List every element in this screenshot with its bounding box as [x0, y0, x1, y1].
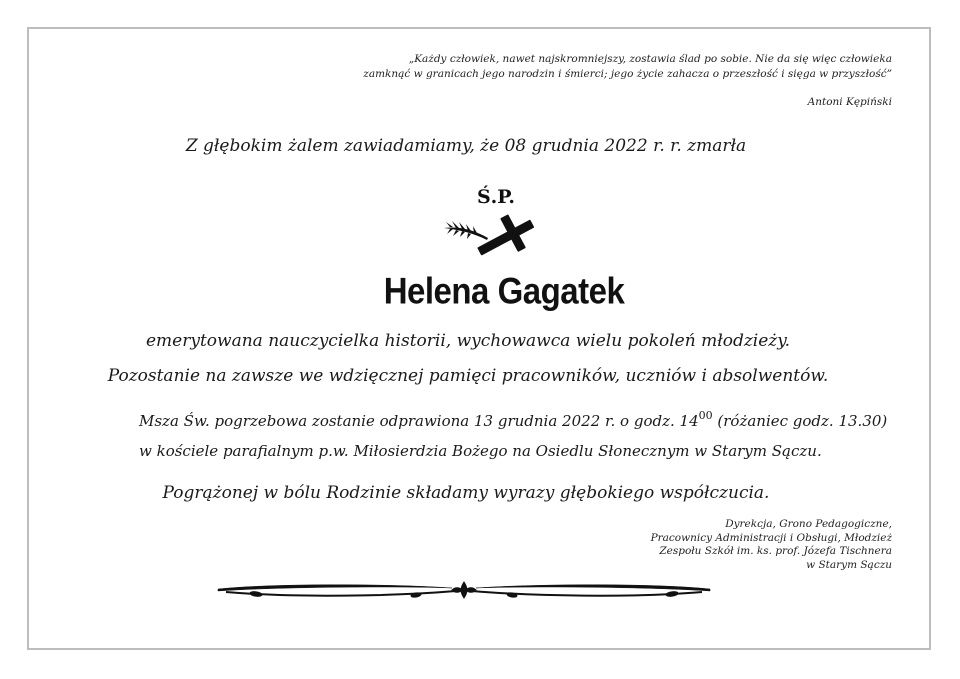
condolences-text: Pogrążonej w bólu Rodzinie składamy wyrazy głębokiego współczucia.	[162, 483, 770, 503]
signature-line-4: w Starym Sączu	[806, 558, 892, 571]
mass-text-before: Msza Św. pogrzebowa zostanie odprawiona 13 grudnia 2022 r. o godz. 14	[139, 412, 699, 430]
quote-author: Antoni Kępiński	[807, 96, 892, 108]
cross-with-palm-branch-icon	[440, 214, 540, 262]
mass-line-2: w kościele parafialnym p.w. Miłosierdzia Bożego na Osiedlu Słonecznym w Starym Sączu.	[139, 442, 822, 460]
mass-time-superscript: 00	[698, 409, 713, 422]
description-line-1: emerytowana nauczycielka historii, wychowawca wielu pokoleń młodzieży.	[145, 331, 791, 351]
mass-line-1	[139, 409, 888, 430]
signature-line-3: Zespołu Szkół im. ks. prof. Józefa Tischnera	[659, 545, 892, 557]
epigraph-quote	[272, 52, 892, 82]
signature-line-1: Dyrekcja, Grono Pedagogiczne,	[725, 518, 892, 530]
signature-block	[592, 518, 892, 572]
sp-mark: Ś.P.	[476, 186, 516, 208]
quote-line-1: „Każdy człowiek, nawet najskromniejszy, zostawia ślad po sobie. Nie da się więc człowieka	[408, 53, 892, 65]
mass-text-after: (różaniec godz. 13.30)	[712, 412, 888, 430]
description-line-2: Pozostanie na zawsze we wdzięcznej pamięci pracowników, uczniów i absolwentów.	[107, 366, 829, 386]
decorative-divider-icon	[216, 578, 712, 602]
announcement-text: Z głębokim żalem zawiadamiamy, że 08 grudnia 2022 r. r. zmarła	[185, 136, 747, 156]
signature-line-2: Pracownicy Administracji i Obsługi, Młodzież	[650, 531, 892, 544]
quote-line-2: zamknąć w granicach jego narodzin i śmierci; jego życie zahacza o przeszłość i sięga w przyszłość”	[363, 68, 892, 80]
deceased-name: Helena Gagatek	[383, 269, 625, 312]
